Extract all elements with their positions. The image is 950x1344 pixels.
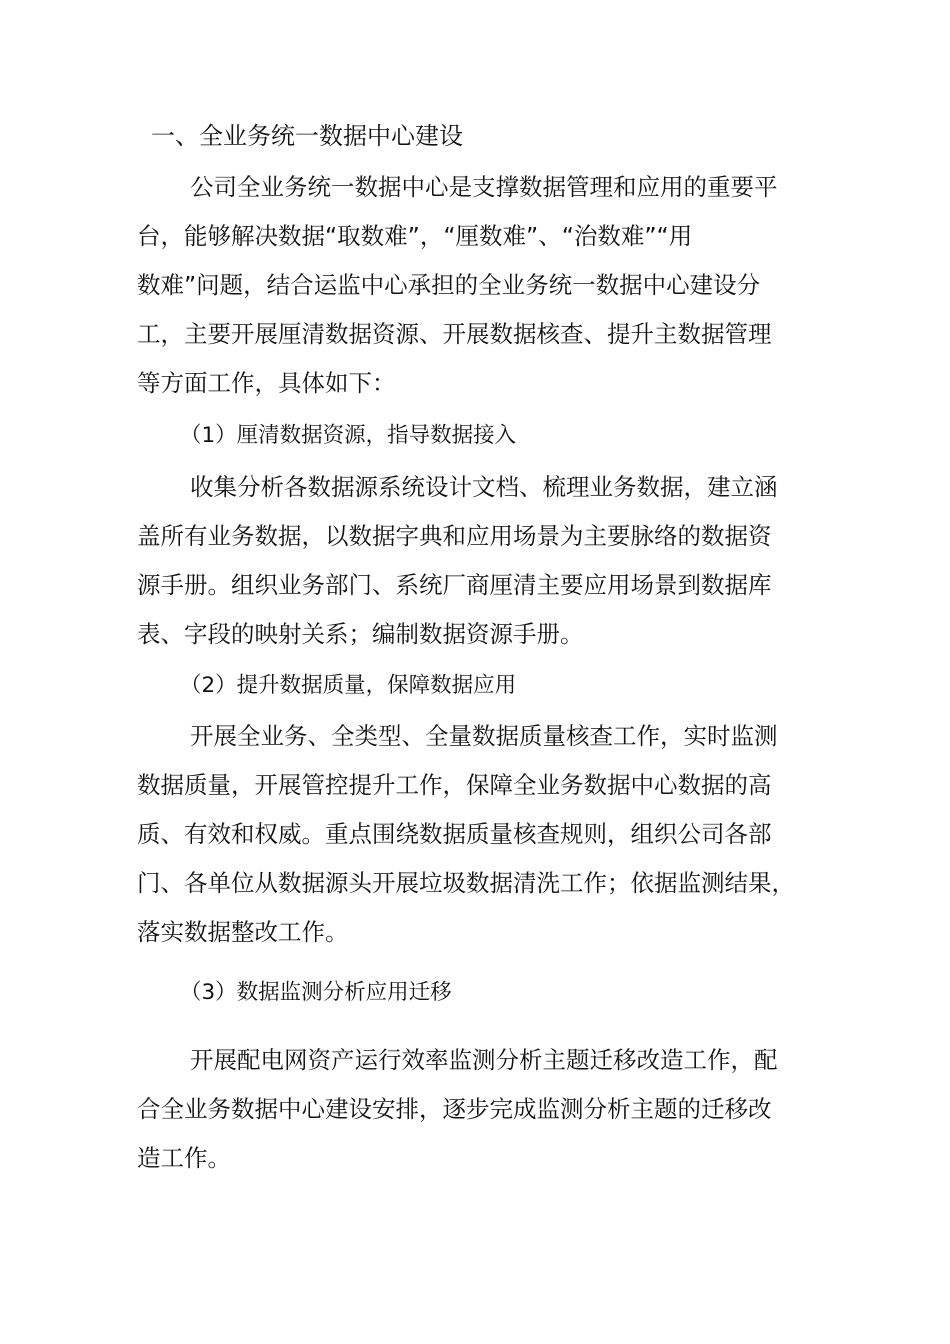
s2-line-3: 质、有效和权威。重点围绕数据质量核查规则，组织公司各部 — [137, 820, 772, 848]
s2-line-2: 数据质量，开展管控提升工作，保障全业务数据中心数据的高 — [137, 771, 772, 799]
intro-line-4: 工，主要开展厘清数据资源、开展数据核查、提升主数据管理 — [137, 320, 772, 348]
s3-line-1: 开展配电网资产运行效率监测分析主题迁移改造工作，配 — [190, 1046, 778, 1074]
section-heading: 一、全业务统一数据中心建设 — [151, 122, 463, 150]
s1-line-2: 盖所有业务数据，以数据字典和应用场景为主要脉络的数据资 — [137, 522, 772, 550]
intro-line-1: 公司全业务统一数据中心是支撑数据管理和应用的重要平 — [190, 173, 778, 201]
s1-line-4: 表、字段的映射关系；编制数据资源手册。 — [137, 620, 584, 648]
subsection-title-1: （1）厘清数据资源，指导数据接入 — [180, 423, 517, 448]
s3-line-2: 合全业务数据中心建设安排，逐步完成监测分析主题的迁移改 — [137, 1095, 772, 1123]
intro-line-2: 台，能够解决数据“取数难”，“厘数难”、“治数难”“用 — [137, 222, 693, 250]
s2-line-5: 落实数据整改工作。 — [137, 918, 349, 946]
intro-line-3: 数难”问题，结合运监中心承担的全业务统一数据中心建设分 — [137, 271, 761, 299]
s2-line-4: 门、各单位从数据源头开展垃圾数据清洗工作；依据监测结果， — [137, 869, 795, 897]
s1-line-1: 收集分析各数据源系统设计文档、梳理业务数据，建立涵 — [190, 473, 778, 501]
s1-line-3: 源手册。组织业务部门、系统厂商厘清主要应用场景到数据库 — [137, 571, 772, 599]
subsection-title-3: （3）数据监测分析应用迁移 — [180, 980, 452, 1005]
s2-line-1: 开展全业务、全类型、全量数据质量核查工作，实时监测 — [190, 722, 778, 750]
intro-line-5: 等方面工作，具体如下： — [137, 369, 396, 397]
s3-line-3: 造工作。 — [137, 1144, 231, 1172]
subsection-title-2: （2）提升数据质量，保障数据应用 — [180, 673, 517, 698]
